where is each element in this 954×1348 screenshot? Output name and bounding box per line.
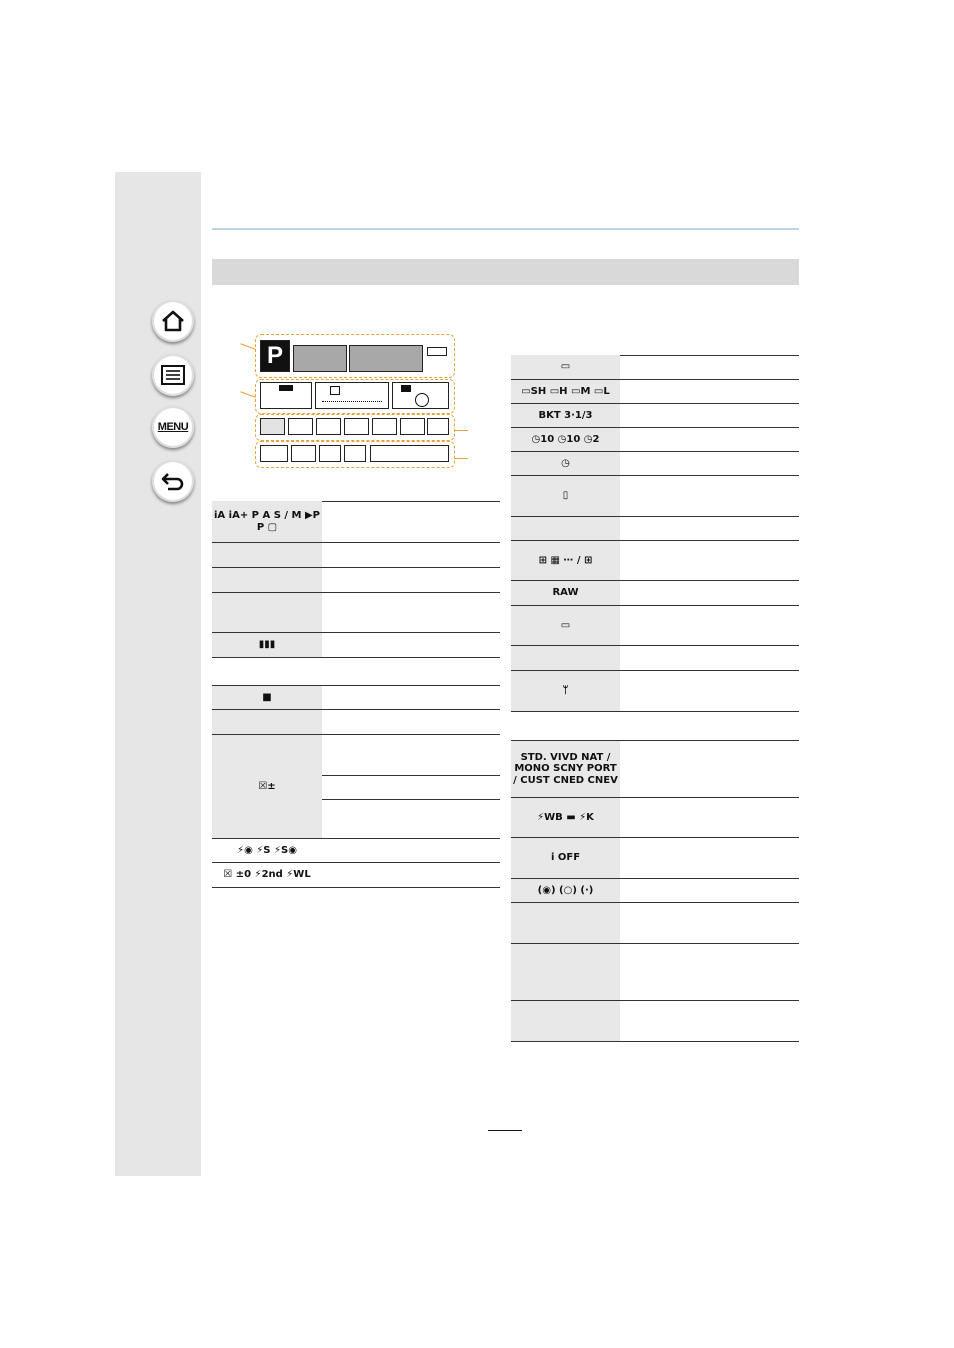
table-row [212,839,500,863]
menu-label: MENU [157,421,189,433]
row-icon: ▯ [562,490,569,502]
callout-4 [454,458,468,459]
table-row [511,879,799,903]
table-row [511,452,799,476]
home-button[interactable] [152,300,194,342]
quality-cell [316,418,341,435]
table-row [212,735,500,839]
row-icon: i OFF [550,852,581,864]
row-icon: ᛘ [562,685,569,697]
table-row [511,476,799,517]
row-icon: ▭ [560,619,571,631]
row-icon: STD. VIVD NAT / MONO SCNY PORT / CUST CNED CNEV [513,751,618,786]
table-row [212,710,500,735]
table-row [212,568,500,593]
row-icon: ⚡◉ ⚡S ⚡S◉ [237,844,297,856]
table-row [511,404,799,428]
table-row [511,517,799,541]
table-row [511,581,799,606]
sub-row-rule [322,799,500,800]
table-row [511,428,799,452]
table-row [511,741,799,798]
row-icon: ⊞ ▦ ⋯ / ⊞ [538,554,593,566]
back-button[interactable] [152,460,194,502]
section-heading-bar [212,259,799,285]
table-row [212,543,500,568]
row-icon: ◷ [561,457,570,469]
remaining-shots-cell [370,445,449,462]
row-icon: ▭ [560,361,571,373]
table-row [511,541,799,581]
flash-comp-icon [401,385,411,392]
iso-block [279,385,293,391]
table-row [511,1001,799,1042]
table-row [511,671,799,712]
i-dynamic-cell [319,445,341,462]
drive-mode-cell [372,418,397,435]
header-rule [212,228,799,230]
lcd-screen-illustration [255,334,455,466]
table-row [511,798,799,838]
table-row [212,658,500,686]
row-icon: ■ [262,691,272,703]
mode-indicator: P [260,340,290,372]
exposure-scale-cell [315,382,389,409]
battery-icon [427,347,447,356]
picture-size-cell [288,418,313,435]
row-icon: ☒± [258,780,276,792]
flash-off-icon [415,393,429,407]
row-icon: ☒ ±0 ⚡2nd ⚡WL [223,869,311,881]
back-arrow-icon [160,470,186,492]
contents-button[interactable] [152,354,194,396]
photo-style-cell [260,445,288,462]
row-icon: ⚡WB ▬ ⚡K [537,811,594,823]
row-icon: ◷10 ◷10 ◷2 [531,433,600,445]
table-row [511,380,799,404]
table-row [212,633,500,658]
aspect-ratio-cell [260,418,285,435]
metering-cell [344,445,366,462]
table-row [511,646,799,671]
table-subheading-row [511,712,799,741]
table-row [511,903,799,944]
row-icon: iA iA+ P A S / M ▶P P ▢ [214,510,320,533]
row-icon: (◉) (○) (·) [537,884,594,896]
list-icon [160,364,186,386]
menu-button[interactable] [152,406,194,448]
callout-2 [240,391,255,397]
table-row [511,355,799,380]
callout-1 [240,343,255,349]
callout-3 [454,430,468,431]
table-row [212,686,500,710]
table-row [212,863,500,888]
flash-comp-cell [392,382,449,409]
row-icon: ▭SH ▭H ▭M ▭L [521,385,610,397]
row-icon: RAW [552,587,579,599]
page-number-underline [488,1118,522,1131]
exposure-comp-icon [330,386,340,395]
aperture-cell [349,345,423,372]
wifi-cell [427,418,449,435]
table-row [511,944,799,1001]
focus-mode-cell [400,418,425,435]
row-icon: BKT 3·1/3 [538,409,593,421]
home-icon [160,309,186,333]
table-row [511,838,799,879]
exposure-scale [322,401,382,402]
white-balance-cell [291,445,316,462]
af-mode-cell [344,418,369,435]
iso-cell [260,382,312,409]
table-row [511,606,799,646]
table-row [212,593,500,633]
row-icon: ▮▮▮ [258,639,276,651]
sub-row-rule [322,775,500,776]
table-row [212,501,500,543]
shutter-speed-cell [293,345,347,372]
